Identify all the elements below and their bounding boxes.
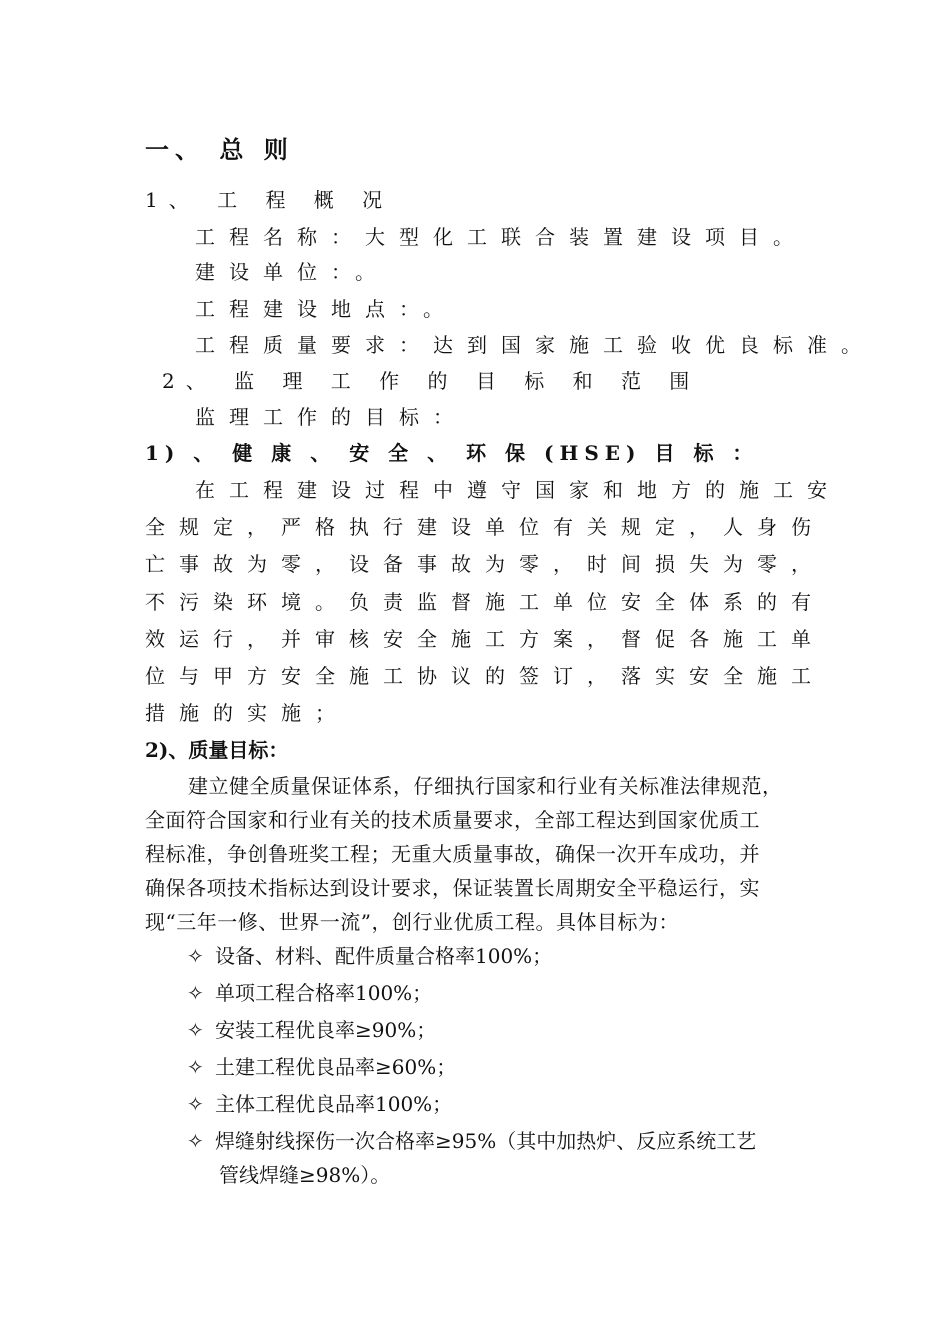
bullet-text: 单项工程合格率100%； xyxy=(215,981,433,1005)
build-site: 工程建设地点：。 xyxy=(195,297,457,321)
hse-line: 亡事故为零，设备事故为零，时间损失为零， xyxy=(145,552,825,576)
bullet-item xyxy=(187,1128,756,1154)
quality-line: 全面符合国家和行业有关的技术质量要求，全部工程达到国家优质工 xyxy=(145,808,760,832)
page-title: 一、 总 则 xyxy=(145,135,294,164)
bullet-text: 安装工程优良率≥90%； xyxy=(215,1018,437,1042)
hse-line: 措施的实施； xyxy=(145,701,349,725)
quality-line: 程标准，争创鲁班奖工程；无重大质量事故，确保一次开车成功，并 xyxy=(145,842,760,866)
diamond-star-icon: ✧ xyxy=(187,1092,204,1116)
bullet-text: 主体工程优良品率100%； xyxy=(215,1092,453,1116)
bullet-item xyxy=(187,980,432,1006)
section-1-title: 1、 工 程 概 况 xyxy=(145,188,394,212)
hse-line: 在工程建设过程中遵守国家和地方的施工安 xyxy=(195,478,841,502)
bullet-item xyxy=(187,1054,456,1080)
bullet-item xyxy=(187,1017,436,1043)
project-name: 工程名称：大型化工联合装置建设项目。 xyxy=(195,225,807,249)
hse-line: 全规定，严格执行建设单位有关规定，人身伤 xyxy=(145,515,825,539)
diamond-star-icon: ✧ xyxy=(187,981,204,1005)
hse-line: 位与甲方安全施工协议的签订，落实安全施工 xyxy=(145,664,825,688)
section-2-subtitle: 监理工作的目标： xyxy=(195,405,467,429)
diamond-star-icon: ✧ xyxy=(187,1129,204,1153)
build-unit: 建设单位：。 xyxy=(195,260,389,284)
bullet-continuation: 管线焊缝≥98%）。 xyxy=(219,1163,391,1187)
diamond-star-icon: ✧ xyxy=(187,1055,204,1079)
quality-title: 2)、质量目标： xyxy=(145,738,289,762)
quality-line: 确保各项技术指标达到设计要求，保证装置长周期安全平稳运行，实 xyxy=(145,876,760,900)
hse-line: 不污染环境。负责监督施工单位安全体系的有 xyxy=(145,590,825,614)
bullet-text: 焊缝射线探伤一次合格率≥95%（其中加热炉、反应系统工艺 xyxy=(215,1129,757,1153)
section-2-title: 2、 监 理 工 作 的 目 标 和 范 围 xyxy=(162,369,701,393)
hse-title: 1) 、 健 康 、 安 全 、 环 保 (HSE) 目 标 ： xyxy=(145,441,759,465)
hse-line: 效运行，并审核安全施工方案，督促各施工单 xyxy=(145,627,825,651)
bullet-item xyxy=(187,943,552,969)
diamond-star-icon: ✧ xyxy=(187,1018,204,1042)
quality-line: 现“三年一修、世界一流”，创行业优质工程。具体目标为： xyxy=(145,910,679,934)
bullet-text: 土建工程优良品率≥60%； xyxy=(215,1055,457,1079)
bullet-item xyxy=(187,1091,452,1117)
quality-line: 建立健全质量保证体系，仔细执行国家和行业有关标准法律规范， xyxy=(188,774,783,798)
bullet-text: 设备、材料、配件质量合格率100%； xyxy=(215,944,553,968)
diamond-star-icon: ✧ xyxy=(187,944,204,968)
quality-requirement: 工程质量要求：达到国家施工验收优良标准。 xyxy=(195,333,875,357)
